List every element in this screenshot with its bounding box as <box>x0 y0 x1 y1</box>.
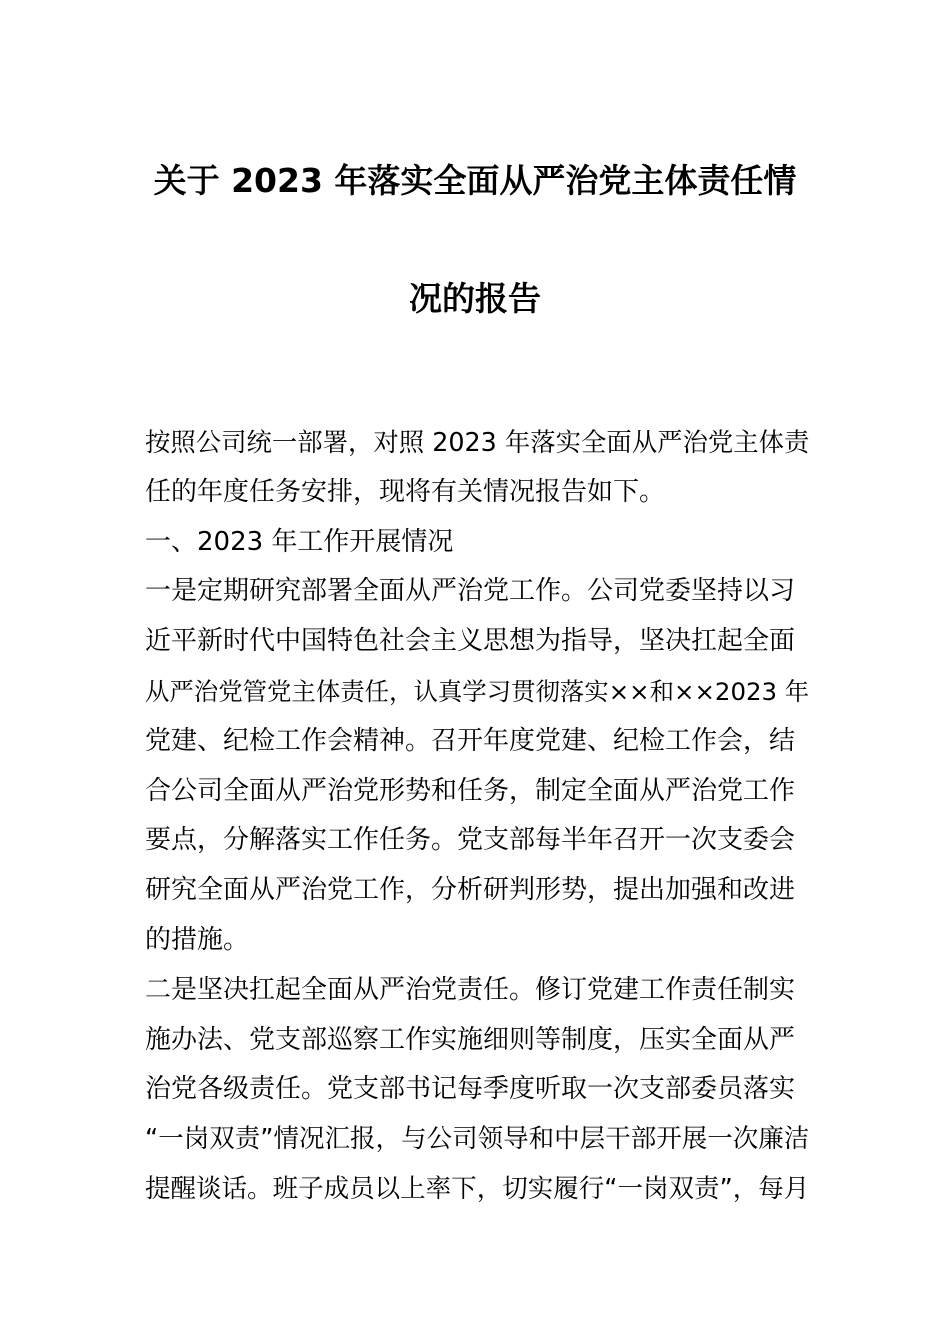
body-line: 研究全面从严治党工作，分析研判形势，提出加强和改进 <box>145 875 796 906</box>
body-line: 要点，分解落实工作任务。党支部每半年召开一次支委会 <box>145 825 796 856</box>
body-line: “一岗双责”情况汇报，与公司领导和中层干部开展一次廉洁 <box>145 1124 810 1155</box>
body-line: 的措施。 <box>145 924 250 955</box>
body-line: 提醒谈话。班子成员以上率下，切实履行“一岗双责”，每月 <box>145 1173 810 1204</box>
body-line: 一是定期研究部署全面从严治党工作。公司党委坚持以习 <box>145 576 796 607</box>
body-line: 施办法、党支部巡察工作实施细则等制度，压实全面从严 <box>145 1024 796 1055</box>
body-line: 任的年度任务安排，现将有关情况报告如下。 <box>145 476 666 507</box>
document-title-line-2: 况的报告 <box>409 279 541 318</box>
body-line: 治党各级责任。党支部书记每季度听取一次支部委员落实 <box>145 1074 796 1105</box>
body-line: 合公司全面从严治党形势和任务，制定全面从严治党工作 <box>145 775 796 806</box>
body-line: 近平新时代中国特色社会主义思想为指导，坚决扛起全面 <box>145 626 796 657</box>
body-line: 从严治党管党主体责任，认真学习贯彻落实××和××2023 年 <box>145 676 810 706</box>
body-line: 党建、纪检工作会精神。召开年度党建、纪检工作会，结 <box>145 725 796 756</box>
document-body <box>145 418 810 1215</box>
section-heading: 一、2023 年工作开展情况 <box>145 526 454 557</box>
body-line: 二是坚决扛起全面从严治党责任。修订党建工作责任制实 <box>145 974 796 1005</box>
document-title-line-1: 关于 2023 年落实全面从严治党主体责任情 <box>153 161 797 200</box>
body-line: 按照公司统一部署，对照 2023 年落实全面从严治党主体责 <box>145 427 810 457</box>
